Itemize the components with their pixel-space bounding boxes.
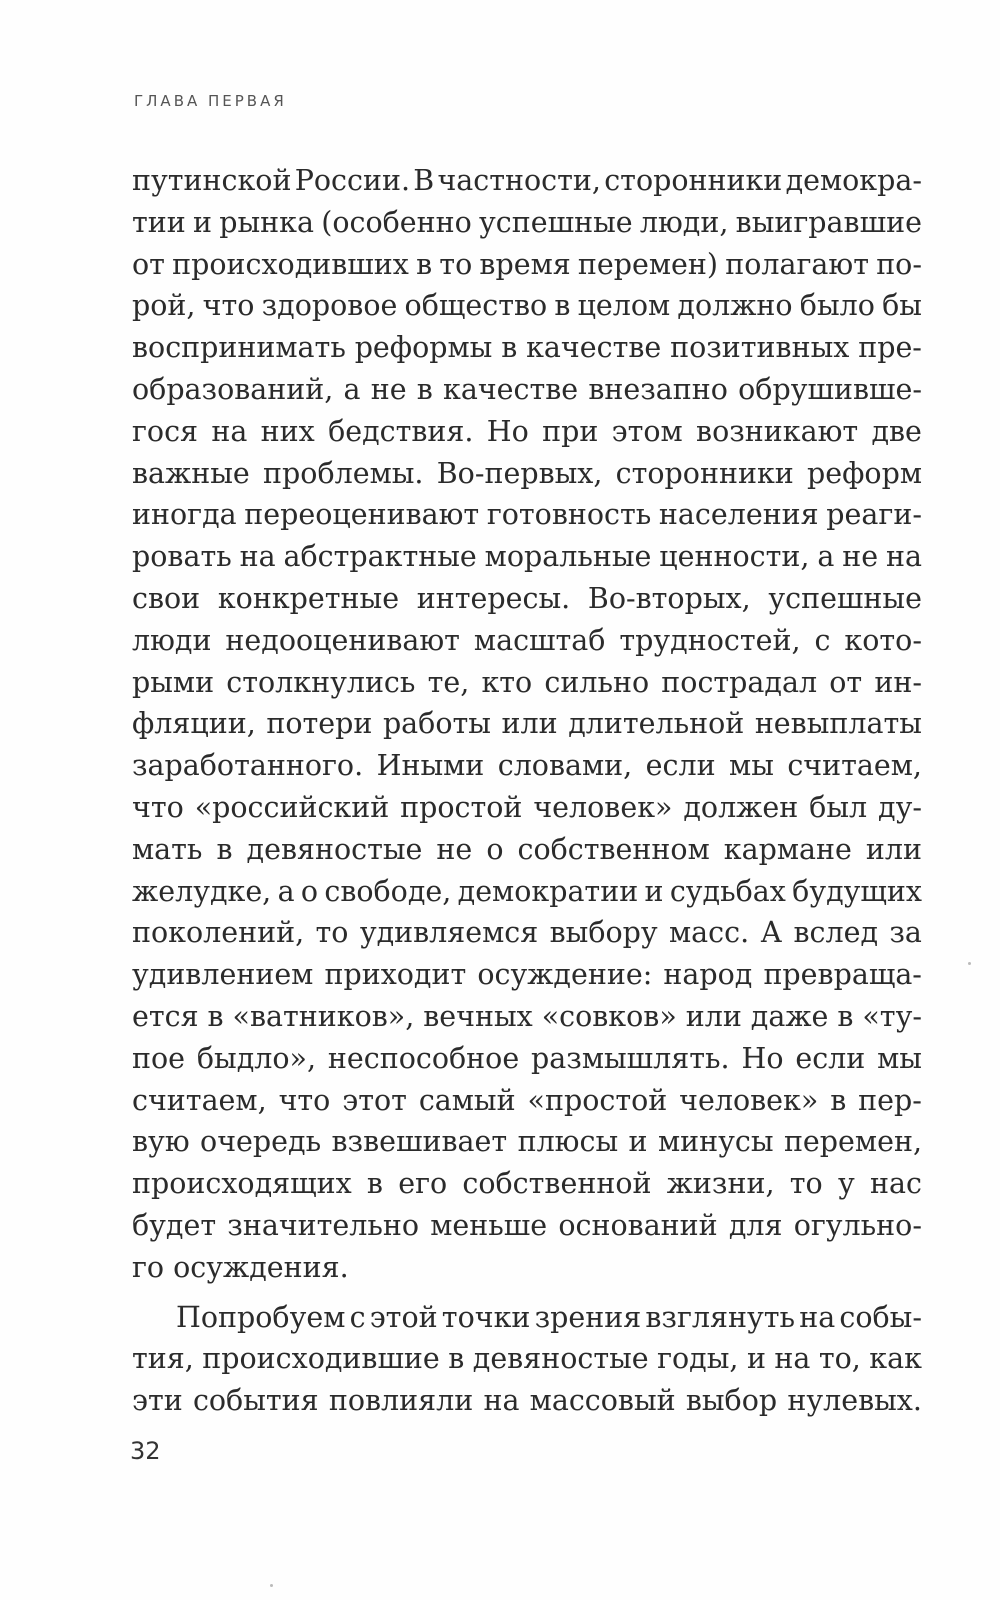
text-line: будет значительно меньше оснований для огульно-: [132, 1208, 922, 1242]
text-line: образований, а не в качестве внезапно обрушивше-: [132, 372, 922, 406]
text-line: важные проблемы. Во-первых, сторонники реформ: [132, 456, 922, 490]
paragraph-1: [132, 160, 922, 1289]
text-line: тия, происходившие в девяностые годы, и на то, как: [132, 1342, 922, 1376]
text-line: желудке, а о свободе, демократии и судьбах будущих: [132, 874, 922, 908]
text-line: путинской России. В частности, сторонники демокра-: [132, 164, 922, 197]
text-line: ровать на абстрактные моральные ценности, а не на: [132, 540, 922, 574]
text-line: от происходивших в то время перемен) полагают по-: [132, 247, 922, 281]
paragraph-2: [132, 1297, 922, 1422]
text-line: иногда переоценивают готовность населения реаги-: [132, 498, 922, 532]
text-line: тии и рынка (особенно успешные люди, выигравшие: [132, 205, 922, 239]
page-number: 32: [130, 1437, 161, 1465]
text-line: считаем, что этот самый «простой человек» в пер-: [132, 1083, 922, 1117]
text-line: поколений, то удивляемся выбору масс. А вслед за: [132, 916, 922, 950]
text-line: эти события повлияли на массовый выбор нулевых.: [132, 1384, 922, 1418]
text-line: вую очередь взвешивает плюсы и минусы перемен,: [132, 1125, 922, 1159]
text-line: Попробуем с этой точки зрения взглянуть на собы-: [176, 1300, 922, 1334]
text-line: что «российский простой человек» должен был ду-: [132, 790, 922, 824]
running-head: ГЛАВА ПЕРВАЯ: [134, 92, 287, 110]
text-line: фляции, потери работы или длительной невыплаты: [132, 707, 922, 741]
body-text: [132, 160, 922, 1422]
text-line: люди недооценивают масштаб трудностей, с кото-: [132, 623, 922, 657]
text-line: происходящих в его собственной жизни, то у нас: [132, 1167, 922, 1201]
text-line: свои конкретные интересы. Во-вторых, успешные: [132, 581, 922, 615]
paper-speck: [968, 962, 971, 965]
text-line: заработанного. Иными словами, если мы считаем,: [132, 749, 922, 783]
text-line: рыми столкнулись те, кто сильно пострадал от ин-: [132, 665, 922, 699]
text-line: воспринимать реформы в качестве позитивных пре-: [132, 331, 922, 365]
text-line: мать в девяностые не о собственном кармане или: [132, 832, 922, 866]
text-line: ется в «ватников», вечных «совков» или даже в «ту-: [132, 999, 922, 1033]
text-line: удивлением приходит осуждение: народ превраща-: [132, 958, 922, 992]
text-line: го осуждения.: [132, 1250, 349, 1284]
paper-speck: [270, 1584, 273, 1587]
text-line: гося на них бедствия. Но при этом возникают две: [132, 414, 922, 448]
text-line: рой, что здоровое общество в целом должно было бы: [132, 289, 922, 323]
text-line: пое быдло», неспособное размышлять. Но если мы: [132, 1041, 922, 1075]
